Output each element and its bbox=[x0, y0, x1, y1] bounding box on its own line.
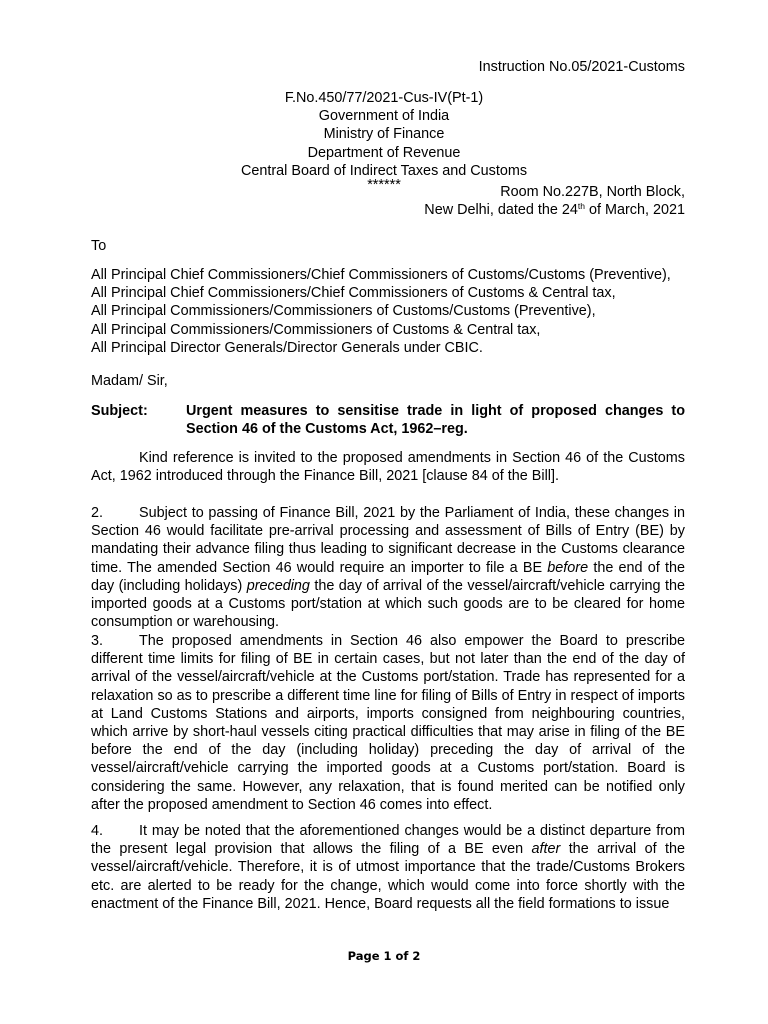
paragraph-1 bbox=[91, 449, 685, 485]
room-address: Room No.227B, North Block, bbox=[500, 184, 685, 200]
paragraph-number: 3. bbox=[91, 633, 104, 649]
recipient-line: All Principal Commissioners/Commissioners of Customs/Customs (Preventive), bbox=[91, 303, 596, 320]
subject-label: Subject: bbox=[91, 403, 148, 419]
date-line bbox=[424, 201, 685, 219]
ministry-name: Ministry of Finance bbox=[323, 126, 445, 143]
date-prefix: New Delhi, dated the 24 bbox=[424, 202, 578, 219]
subject-block bbox=[91, 402, 685, 438]
date-suffix: of March, 2021 bbox=[585, 202, 685, 219]
subject-text: Urgent measures to sensitise trade in light of proposed changes to Section 46 of the Customs Act, 1962–reg. bbox=[186, 403, 685, 438]
recipient-line: All Principal Director Generals/Director Generals under CBIC. bbox=[91, 339, 483, 356]
emphasis-before: before bbox=[547, 559, 589, 576]
paragraph-number: 2. bbox=[91, 505, 104, 521]
emphasis-preceding: preceding bbox=[246, 577, 310, 594]
separator-stars: ****** bbox=[367, 177, 401, 194]
address-block bbox=[424, 183, 685, 219]
department-name: Department of Revenue bbox=[307, 144, 461, 161]
to-label: To bbox=[91, 238, 107, 254]
emphasis-after: after bbox=[531, 841, 561, 858]
instruction-number: Instruction No.05/2021-Customs bbox=[478, 59, 685, 75]
paragraph-1-text: Kind reference is invited to the proposed amendments in Section 46 of the Customs Act, 1962 introduced through the Finance Bill, 2021 [clause 84 of the Bill]. bbox=[91, 450, 685, 485]
recipient-line: All Principal Chief Commissioners/Chief Commissioners of Customs/Customs (Preventive), bbox=[91, 267, 671, 283]
recipient-line: All Principal Commissioners/Commissioners of Customs & Central tax, bbox=[91, 321, 541, 338]
salutation: Madam/ Sir, bbox=[91, 373, 168, 389]
date-superscript: th bbox=[577, 201, 585, 212]
paragraph-3 bbox=[91, 632, 685, 814]
file-number: F.No.450/77/2021-Cus-IV(Pt-1) bbox=[284, 90, 484, 106]
board-name: Central Board of Indirect Taxes and Customs bbox=[240, 162, 528, 179]
paragraph-number: 4. bbox=[91, 823, 104, 839]
recipient-list bbox=[91, 266, 671, 357]
paragraph-2: 2. Subject to passing of Finance Bill, 2021 by the Parliament of India, these changes in Section 46 would facilitate pre-arrival processing and assessment of Bills of Entry (BE) by mandating their advance filing thus leading to significant decrease in the Customs clearance time. The amended Section 46 would require an importer to file a BE before the end of the day (including holidays) preceding the day of arrival of the vessel/aircraft/vehicle carrying the imported goods at a Customs port/station at which such goods are to be cleared for home consumption or warehousing. bbox=[91, 505, 685, 631]
paragraph-3-text: The proposed amendments in Section 46 also empower the Board to prescribe different time limits for filing of BE in certain cases, but not later than the end of the day of arrival of the vessel/aircraft/vehicle at the Customs port/station. Trade has represented for a relaxation so as to prescribe a different time line for filing of Bills of Entry in respect of imports at Land Customs Stations and airports, imports consigned from neighbouring countries, which arrive by short-haul vessels citing practical difficulties that may arise in filing of the BE before the end of the day (including holiday) preceding the day of arrival of the vessel/aircraft/vehicle carrying the imported goods at a Customs port/station. Board is considering the same. However, any relaxation, that is found merited can be notified only after the proposed amendment to Section 46 comes into effect. bbox=[91, 633, 685, 813]
page-number: Page 1 of 2 bbox=[347, 949, 421, 963]
recipient-line: All Principal Chief Commissioners/Chief Commissioners of Customs & Central tax, bbox=[91, 285, 616, 302]
government-name: Government of India bbox=[318, 108, 450, 125]
paragraph-4: 4. It may be noted that the aforementioned changes would be a distinct departure from the present legal provision that allows the filing of a BE even after the arrival of the vessel/aircraft/vehicle. Therefore, it is of utmost importance that the trade/Customs Brokers etc. are alerted to be ready for the change, which would come into force shortly with the enactment of the Finance Bill, 2021. Hence, Board requests all the field formations to issue bbox=[91, 823, 686, 912]
